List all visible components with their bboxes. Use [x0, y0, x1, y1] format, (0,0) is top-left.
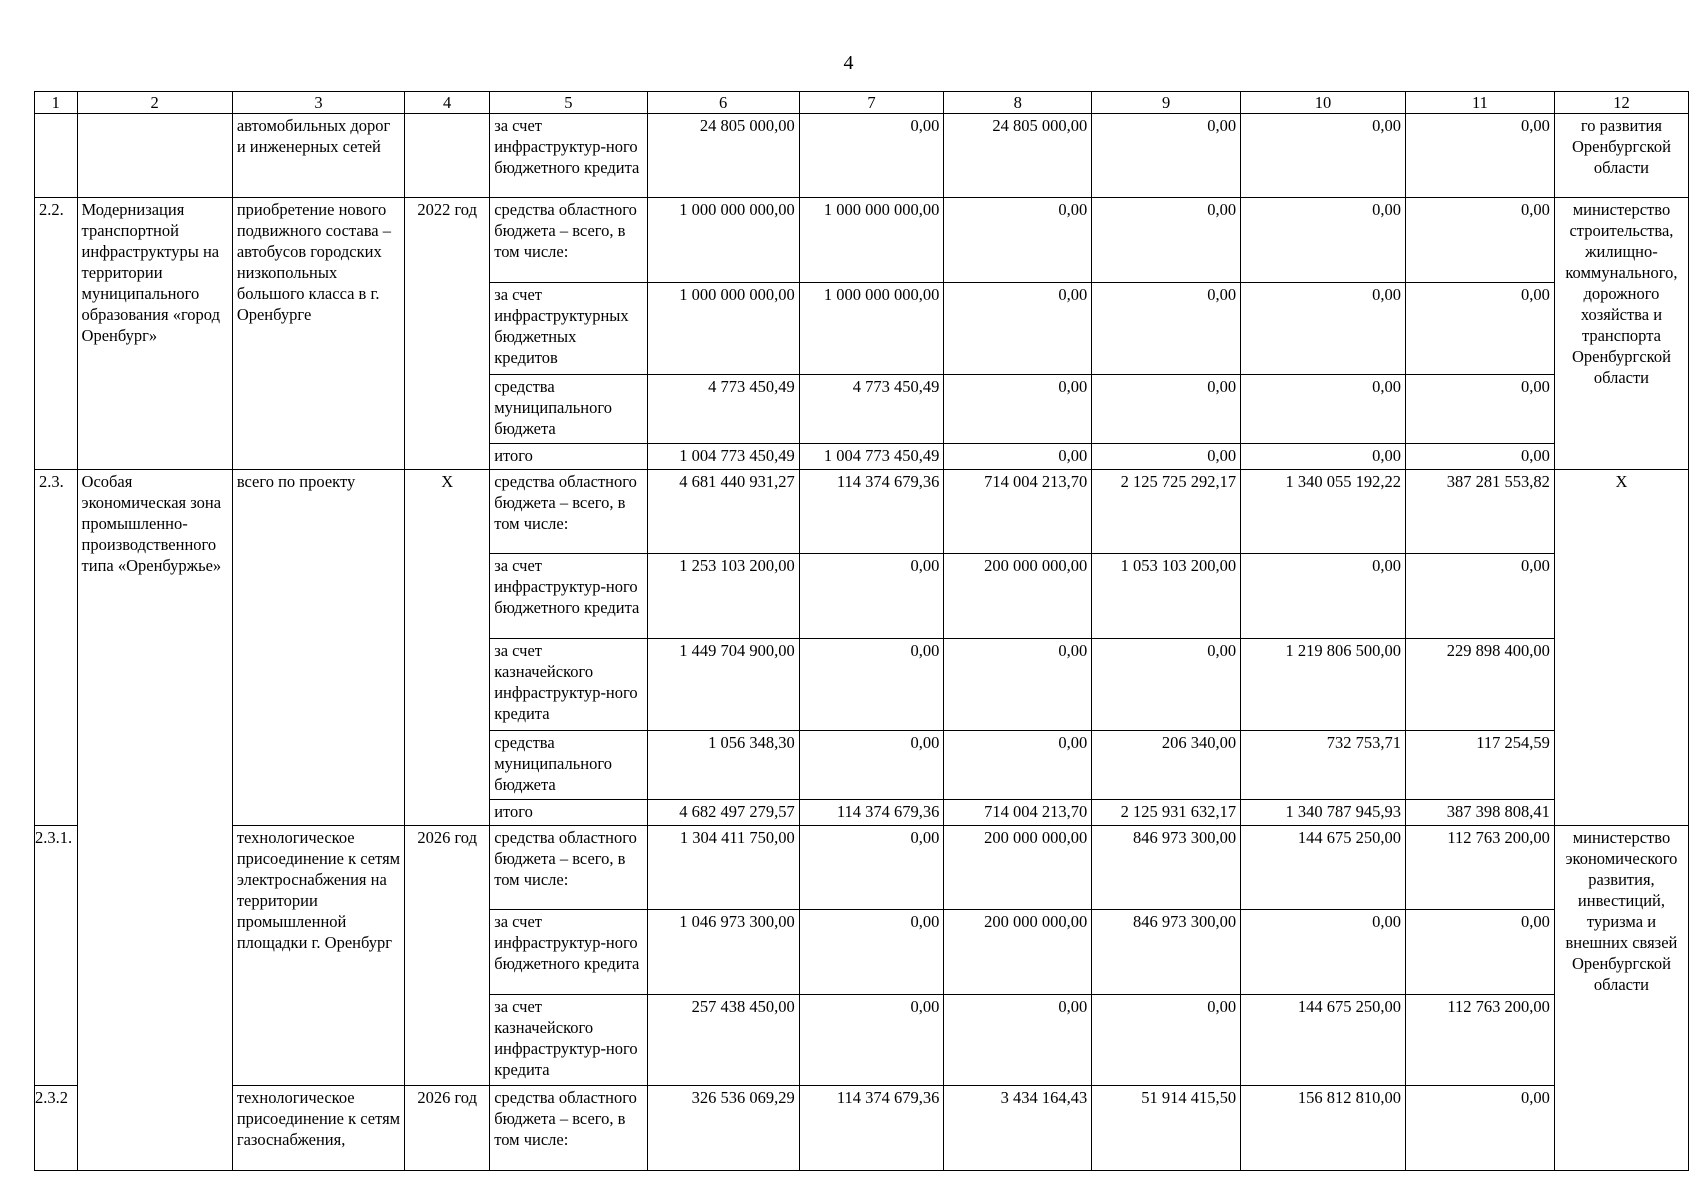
- amount-cell: 0,00: [1092, 444, 1241, 469]
- item-number-cell: 2.2.: [35, 198, 78, 469]
- amount-cell: 1 304 411 750,00: [647, 825, 799, 909]
- column-header: 12: [1554, 92, 1688, 114]
- amount-cell: 0,00: [1241, 444, 1406, 469]
- funding-source-cell: за счет инфраструктур-ного бюджетного кредита: [490, 554, 647, 638]
- measure-cell: приобретение нового подвижного состава – автобусов городских низкопольных большого класса в г. Оренбурге: [232, 198, 404, 469]
- column-header: 2: [77, 92, 232, 114]
- item-number-cell: 2.3.1.: [35, 825, 78, 1086]
- funding-source-cell: за счет казначейского инфраструктур-ного кредита: [490, 994, 647, 1086]
- column-header: 9: [1092, 92, 1241, 114]
- amount-cell: 112 763 200,00: [1405, 994, 1554, 1086]
- amount-cell: 3 434 164,43: [944, 1086, 1092, 1171]
- amount-cell: 0,00: [1405, 374, 1554, 444]
- measure-cell: всего по проекту: [232, 469, 404, 825]
- amount-cell: 114 374 679,36: [799, 1086, 944, 1171]
- amount-cell: 0,00: [799, 638, 944, 730]
- amount-cell: 387 398 808,41: [1405, 800, 1554, 825]
- amount-cell: 4 682 497 279,57: [647, 800, 799, 825]
- funding-source-cell: за счет инфраструктур-ного бюджетного кредита: [490, 910, 647, 994]
- amount-cell: 714 004 213,70: [944, 800, 1092, 825]
- year-cell: 2022 год: [405, 198, 490, 469]
- amount-cell: 0,00: [1092, 994, 1241, 1086]
- amount-cell: 156 812 810,00: [1241, 1086, 1406, 1171]
- executor-cell: министерство строительства, жилищно-коммунального, дорожного хозяйства и транспорта Оренбургской области: [1554, 198, 1688, 469]
- amount-cell: 714 004 213,70: [944, 469, 1092, 553]
- amount-cell: 1 000 000 000,00: [647, 198, 799, 282]
- amount-cell: 0,00: [1405, 444, 1554, 469]
- amount-cell: 0,00: [944, 374, 1092, 444]
- header-row: [35, 92, 1689, 114]
- item-title-cell: Особая экономическая зона промышленно-производственного типа «Оренбуржье»: [77, 469, 232, 1170]
- executor-cell: министерство экономического развития, инвестиций, туризма и внешних связей Оренбургской области: [1554, 825, 1688, 1170]
- amount-cell: 0,00: [1241, 554, 1406, 638]
- amount-cell: 114 374 679,36: [799, 469, 944, 553]
- amount-cell: 0,00: [1241, 114, 1406, 198]
- measure-cell: технологическое присоединение к сетям газоснабжения,: [232, 1086, 404, 1171]
- amount-cell: 2 125 725 292,17: [1092, 469, 1241, 553]
- year-cell: Х: [405, 469, 490, 825]
- amount-cell: 0,00: [944, 730, 1092, 800]
- funding-source-cell: средства муниципального бюджета: [490, 730, 647, 800]
- executor-cell: го развития Оренбургской области: [1554, 114, 1688, 198]
- amount-cell: 0,00: [1092, 114, 1241, 198]
- amount-cell: 0,00: [1241, 282, 1406, 374]
- amount-cell: 24 805 000,00: [944, 114, 1092, 198]
- amount-cell: 1 449 704 900,00: [647, 638, 799, 730]
- amount-cell: 4 773 450,49: [647, 374, 799, 444]
- amount-cell: 4 773 450,49: [799, 374, 944, 444]
- column-header: 3: [232, 92, 404, 114]
- amount-cell: 1 340 055 192,22: [1241, 469, 1406, 553]
- amount-cell: 326 536 069,29: [647, 1086, 799, 1171]
- column-header: 1: [35, 92, 78, 114]
- amount-cell: 257 438 450,00: [647, 994, 799, 1086]
- measure-cell: автомобильных дорог и инженерных сетей: [232, 114, 404, 198]
- amount-cell: 0,00: [1092, 198, 1241, 282]
- column-header: 7: [799, 92, 944, 114]
- amount-cell: 846 973 300,00: [1092, 910, 1241, 994]
- amount-cell: 0,00: [1405, 910, 1554, 994]
- amount-cell: 1 053 103 200,00: [1092, 554, 1241, 638]
- amount-cell: 1 000 000 000,00: [799, 282, 944, 374]
- column-header: 6: [647, 92, 799, 114]
- amount-cell: 1 056 348,30: [647, 730, 799, 800]
- table-row: [35, 825, 1689, 909]
- funding-source-cell: средства областного бюджета – всего, в том числе:: [490, 825, 647, 909]
- amount-cell: 144 675 250,00: [1241, 994, 1406, 1086]
- amount-cell: 1 000 000 000,00: [799, 198, 944, 282]
- column-header: 11: [1405, 92, 1554, 114]
- amount-cell: 0,00: [799, 910, 944, 994]
- measure-cell: технологическое присоединение к сетям электроснабжения на территории промышленной площадки г. Оренбург: [232, 825, 404, 1086]
- amount-cell: 200 000 000,00: [944, 825, 1092, 909]
- year-cell: [405, 114, 490, 198]
- amount-cell: 1 253 103 200,00: [647, 554, 799, 638]
- amount-cell: 1 000 000 000,00: [647, 282, 799, 374]
- amount-cell: 0,00: [799, 825, 944, 909]
- amount-cell: 24 805 000,00: [647, 114, 799, 198]
- amount-cell: 0,00: [799, 554, 944, 638]
- amount-cell: 1 004 773 450,49: [799, 444, 944, 469]
- amount-cell: 0,00: [1405, 114, 1554, 198]
- amount-cell: 0,00: [1241, 910, 1406, 994]
- column-header: 4: [405, 92, 490, 114]
- amount-cell: 112 763 200,00: [1405, 825, 1554, 909]
- item-number-cell: 2.3.2: [35, 1086, 78, 1171]
- amount-cell: 0,00: [799, 730, 944, 800]
- table-row: [35, 469, 1689, 553]
- funding-source-cell: итого: [490, 444, 647, 469]
- funding-source-cell: за счет инфраструктурных бюджетных кредитов: [490, 282, 647, 374]
- funding-source-cell: средства областного бюджета – всего, в том числе:: [490, 198, 647, 282]
- funding-source-cell: за счет инфраструктур-ного бюджетного кредита: [490, 114, 647, 198]
- amount-cell: 200 000 000,00: [944, 910, 1092, 994]
- amount-cell: 0,00: [1405, 1086, 1554, 1171]
- amount-cell: 0,00: [1092, 374, 1241, 444]
- executor-cell: Х: [1554, 469, 1688, 825]
- amount-cell: 144 675 250,00: [1241, 825, 1406, 909]
- item-title-cell: Модернизация транспортной инфраструктуры на территории муниципального образования «город Оренбург»: [77, 198, 232, 469]
- item-number-cell: 2.3.: [35, 469, 78, 825]
- column-header: 5: [490, 92, 647, 114]
- amount-cell: 200 000 000,00: [944, 554, 1092, 638]
- budget-table: [34, 91, 1689, 1171]
- amount-cell: 0,00: [944, 282, 1092, 374]
- year-cell: 2026 год: [405, 1086, 490, 1171]
- amount-cell: 732 753,71: [1241, 730, 1406, 800]
- amount-cell: 0,00: [944, 994, 1092, 1086]
- amount-cell: 4 681 440 931,27: [647, 469, 799, 553]
- year-cell: 2026 год: [405, 825, 490, 1086]
- amount-cell: 0,00: [1092, 282, 1241, 374]
- amount-cell: 0,00: [944, 638, 1092, 730]
- amount-cell: 1 340 787 945,93: [1241, 800, 1406, 825]
- amount-cell: 0,00: [1405, 554, 1554, 638]
- table-row: [35, 198, 1689, 282]
- amount-cell: 0,00: [944, 444, 1092, 469]
- table-row: [35, 1086, 1689, 1171]
- amount-cell: 114 374 679,36: [799, 800, 944, 825]
- amount-cell: 0,00: [1405, 282, 1554, 374]
- amount-cell: 229 898 400,00: [1405, 638, 1554, 730]
- amount-cell: 117 254,59: [1405, 730, 1554, 800]
- column-header: 8: [944, 92, 1092, 114]
- amount-cell: 0,00: [1405, 198, 1554, 282]
- funding-source-cell: средства областного бюджета – всего, в том числе:: [490, 469, 647, 553]
- amount-cell: 0,00: [944, 198, 1092, 282]
- amount-cell: 1 004 773 450,49: [647, 444, 799, 469]
- amount-cell: 0,00: [1092, 638, 1241, 730]
- funding-source-cell: средства муниципального бюджета: [490, 374, 647, 444]
- column-header: 10: [1241, 92, 1406, 114]
- amount-cell: 1 046 973 300,00: [647, 910, 799, 994]
- item-title-cell: [77, 114, 232, 198]
- amount-cell: 0,00: [1241, 374, 1406, 444]
- amount-cell: 0,00: [799, 114, 944, 198]
- amount-cell: 206 340,00: [1092, 730, 1241, 800]
- funding-source-cell: за счет казначейского инфраструктур-ного кредита: [490, 638, 647, 730]
- amount-cell: 387 281 553,82: [1405, 469, 1554, 553]
- funding-source-cell: итого: [490, 800, 647, 825]
- amount-cell: 0,00: [1241, 198, 1406, 282]
- amount-cell: 51 914 415,50: [1092, 1086, 1241, 1171]
- table-row: [35, 114, 1689, 198]
- page-number: 4: [843, 52, 854, 74]
- item-number-cell: [35, 114, 78, 198]
- amount-cell: 2 125 931 632,17: [1092, 800, 1241, 825]
- amount-cell: 0,00: [799, 994, 944, 1086]
- amount-cell: 1 219 806 500,00: [1241, 638, 1406, 730]
- amount-cell: 846 973 300,00: [1092, 825, 1241, 909]
- funding-source-cell: средства областного бюджета – всего, в том числе:: [490, 1086, 647, 1171]
